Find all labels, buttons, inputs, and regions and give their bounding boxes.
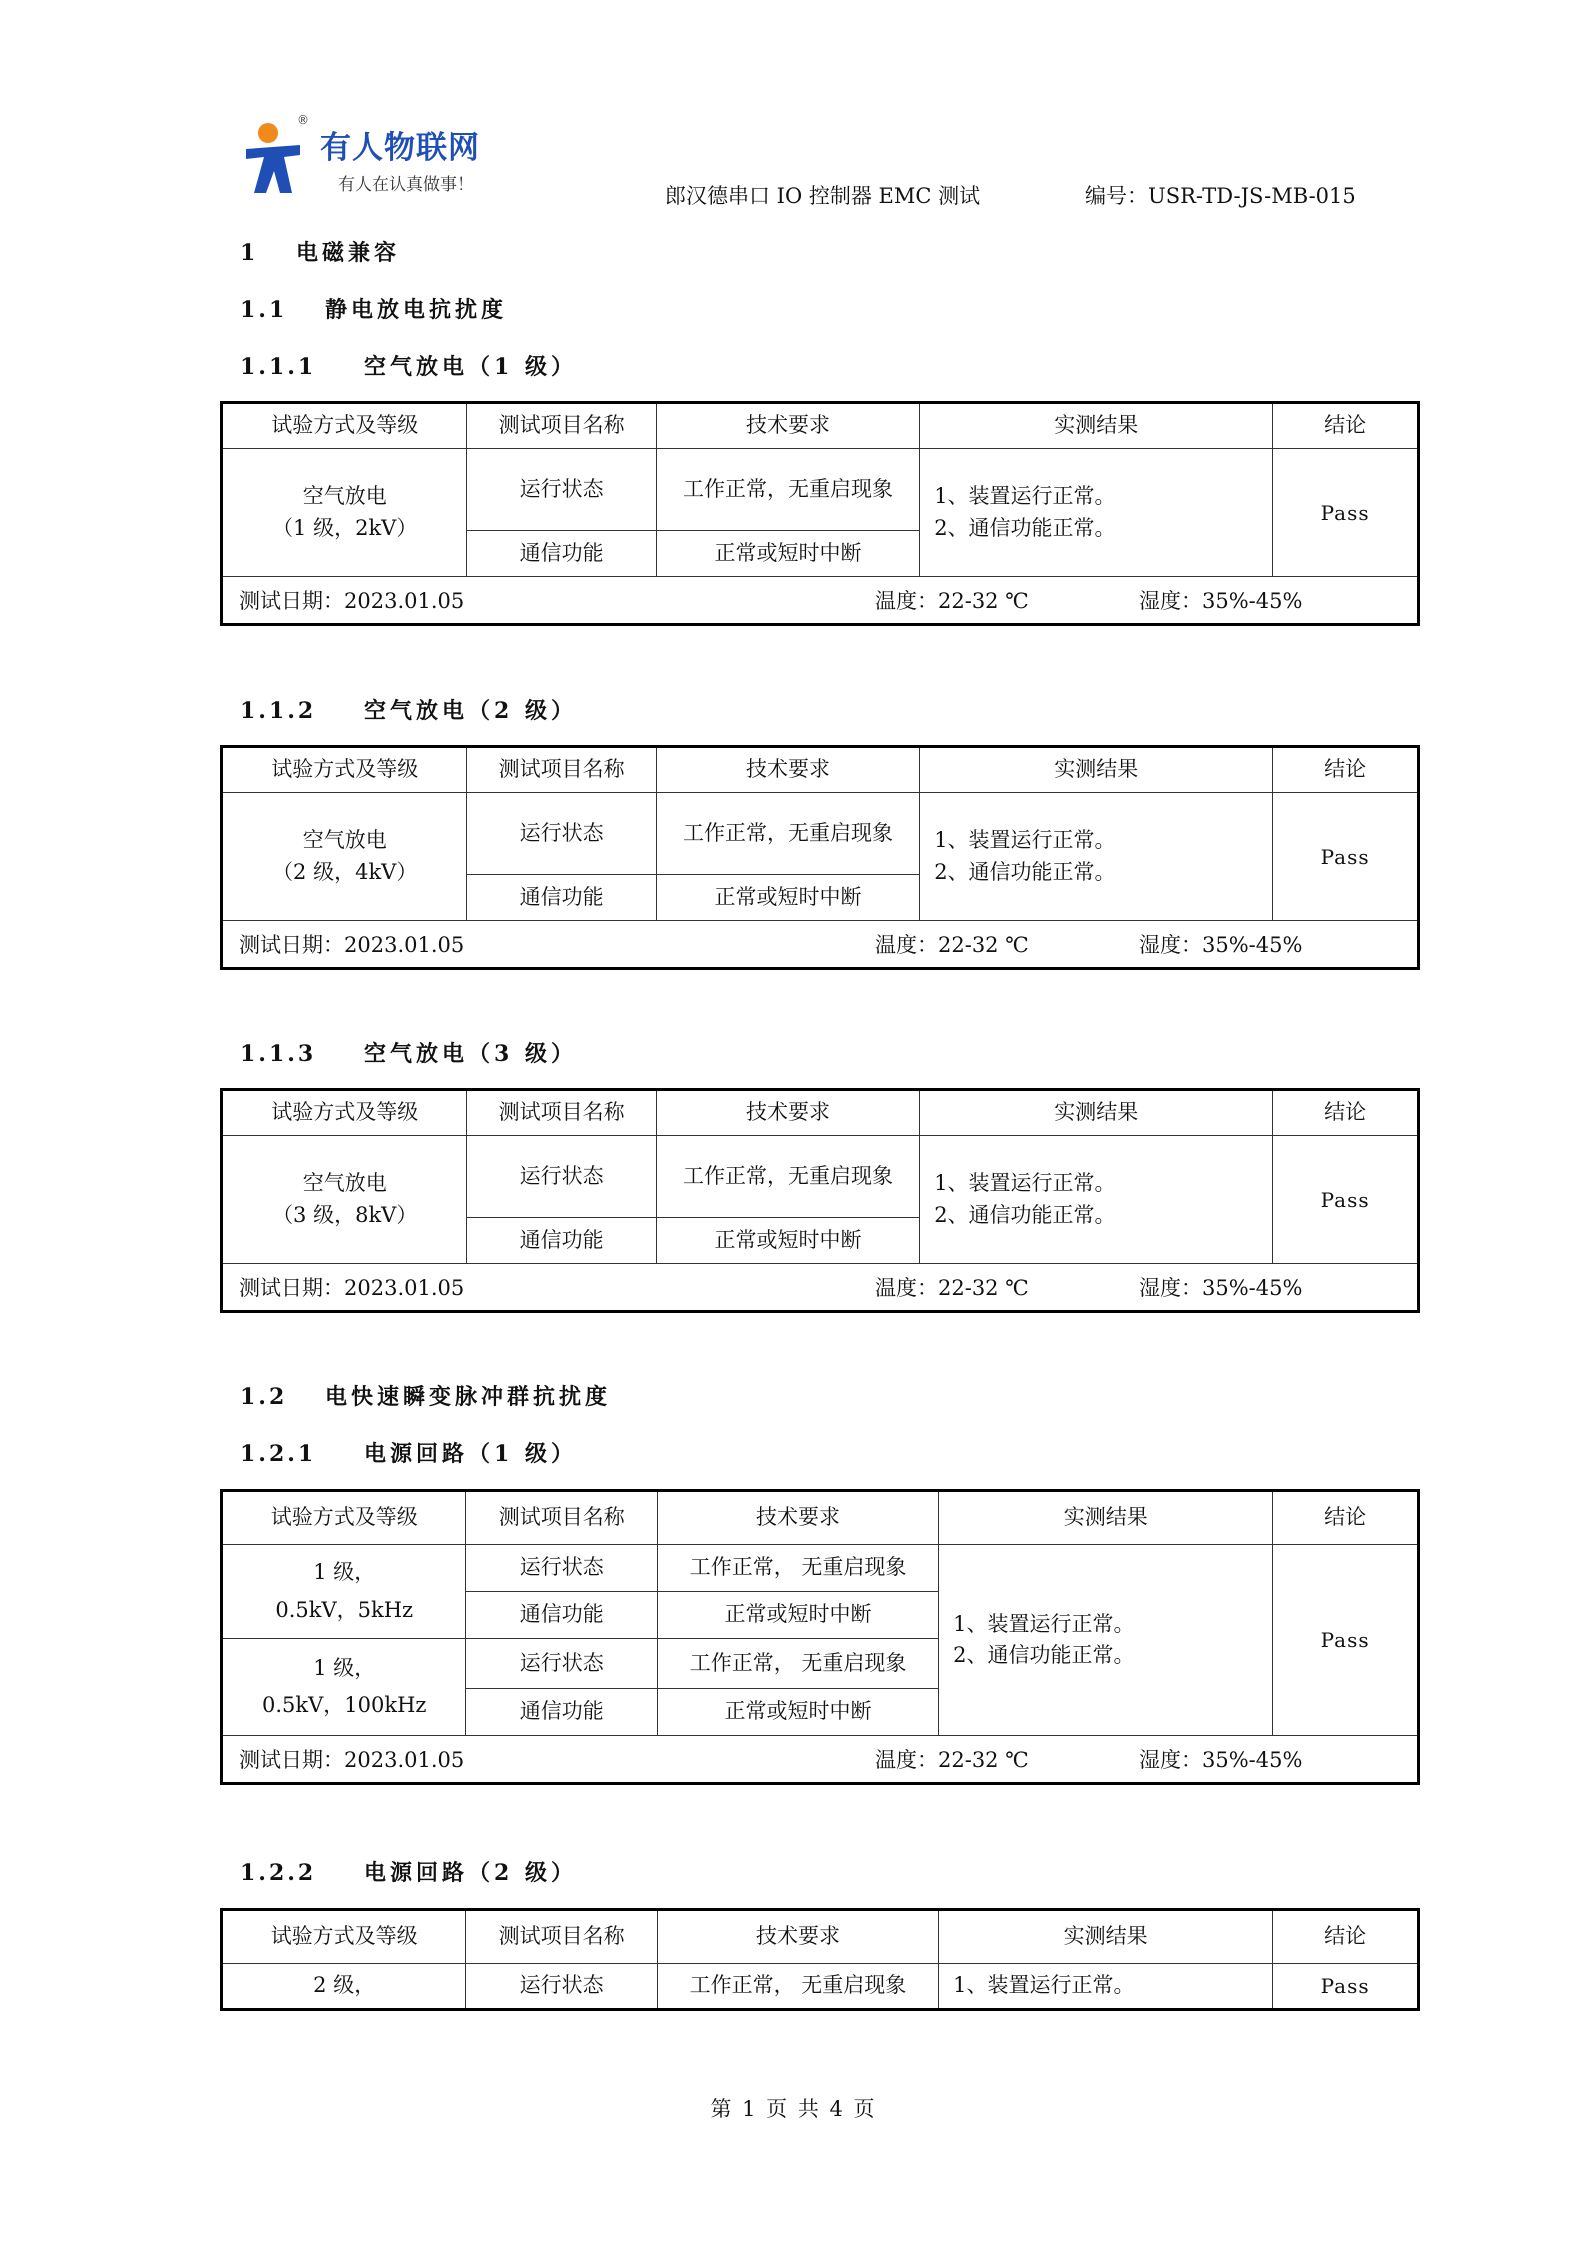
table-footer — [222, 1736, 1419, 1784]
item-comm: 通信功能 — [467, 875, 656, 921]
registered-mark: ® — [297, 113, 309, 127]
col-header-req: 技术要求 — [656, 747, 919, 793]
col-header-result: 实测结果 — [939, 1910, 1273, 1964]
col-header-method: 试验方式及等级 — [222, 747, 467, 793]
col-header-conclusion: 结论 — [1273, 1910, 1419, 1964]
conclusion-pass: Pass — [1273, 1545, 1419, 1736]
method-cell-100khz: 1 级， 0.5kV，100kHz — [222, 1639, 466, 1736]
req-run: 工作正常， 无重启现象 — [657, 1964, 938, 2010]
item-comm: 通信功能 — [466, 1689, 657, 1736]
col-header-req: 技术要求 — [656, 403, 919, 449]
col-header-req: 技术要求 — [657, 1491, 938, 1545]
item-run: 运行状态 — [467, 793, 656, 875]
table-footer — [222, 1264, 1419, 1312]
item-comm: 通信功能 — [467, 531, 656, 577]
method-cell: 空气放电 （1 级，2kV） — [222, 449, 467, 577]
heading-1-1: 1.1 静电放电抗扰度 — [240, 297, 508, 323]
result-cell: 1、装置运行正常。 2、通信功能正常。 — [920, 1136, 1273, 1264]
table-footer — [222, 921, 1419, 969]
col-header-result: 实测结果 — [939, 1491, 1273, 1545]
req-comm: 正常或短时中断 — [656, 531, 919, 577]
temperature: 温度：22-32 ℃ — [875, 933, 1029, 957]
col-header-method: 试验方式及等级 — [222, 1910, 466, 1964]
person-logo-icon — [240, 115, 330, 205]
result-cell: 1、装置运行正常。 2、通信功能正常。 — [939, 1545, 1273, 1736]
humidity: 湿度：35%-45% — [1139, 933, 1303, 957]
result-cell: 1、装置运行正常。 2、通信功能正常。 — [920, 793, 1273, 921]
document-title: 郎汉德串口 IO 控制器 EMC 测试 — [665, 184, 981, 208]
brand-name: 有人物联网 — [320, 130, 480, 166]
col-header-item: 测试项目名称 — [466, 1491, 657, 1545]
req-run: 工作正常，无重启现象 — [656, 1136, 919, 1218]
esd-air-level2-table — [220, 745, 1420, 970]
conclusion-pass: Pass — [1273, 1136, 1419, 1264]
test-date: 测试日期：2023.01.05 — [239, 1748, 465, 1772]
req-comm: 正常或短时中断 — [656, 875, 919, 921]
temperature: 温度：22-32 ℃ — [875, 1748, 1029, 1772]
eft-power-level1-table — [220, 1489, 1420, 1785]
method-cell: 2 级， — [222, 1964, 466, 2010]
heading-1: 1 电磁兼容 — [240, 240, 401, 266]
col-header-req: 技术要求 — [656, 1090, 919, 1136]
esd-air-level1-table — [220, 401, 1420, 626]
heading-1-1-2: 1.1.2 空气放电（2 级） — [240, 698, 577, 724]
eft-power-level2-table — [220, 1908, 1420, 2011]
brand-slogan: 有人在认真做事！ — [338, 175, 474, 195]
item-run: 运行状态 — [466, 1964, 657, 2010]
item-run: 运行状态 — [466, 1545, 657, 1592]
col-header-method: 试验方式及等级 — [222, 1090, 467, 1136]
col-header-item: 测试项目名称 — [466, 1910, 657, 1964]
page-footer: 第 1 页 共 4 页 — [710, 2097, 877, 2121]
humidity: 湿度：35%-45% — [1139, 589, 1303, 613]
document-number: 编号：USR-TD-JS-MB-015 — [1085, 184, 1356, 208]
req-comm: 正常或短时中断 — [656, 1218, 919, 1264]
item-comm: 通信功能 — [467, 1218, 656, 1264]
req-comm: 正常或短时中断 — [657, 1592, 938, 1639]
heading-1-1-3: 1.1.3 空气放电（3 级） — [240, 1041, 577, 1067]
item-run: 运行状态 — [467, 1136, 656, 1218]
result-cell: 1、装置运行正常。 — [939, 1964, 1273, 2010]
heading-1-2-1: 1.2.1 电源回路（1 级） — [240, 1441, 577, 1467]
col-header-item: 测试项目名称 — [467, 403, 656, 449]
conclusion-pass: Pass — [1273, 793, 1419, 921]
col-header-result: 实测结果 — [920, 1090, 1273, 1136]
col-header-method: 试验方式及等级 — [222, 1491, 466, 1545]
conclusion-pass: Pass — [1273, 1964, 1419, 2010]
col-header-conclusion: 结论 — [1273, 1491, 1419, 1545]
heading-1-1-1: 1.1.1 空气放电（1 级） — [240, 354, 577, 380]
item-run: 运行状态 — [467, 449, 656, 531]
req-comm: 正常或短时中断 — [657, 1689, 938, 1736]
esd-air-level3-table — [220, 1088, 1420, 1313]
col-header-result: 实测结果 — [920, 747, 1273, 793]
req-run: 工作正常， 无重启现象 — [657, 1639, 938, 1689]
method-cell: 空气放电 （3 级，8kV） — [222, 1136, 467, 1264]
col-header-conclusion: 结论 — [1273, 747, 1419, 793]
table-footer — [222, 577, 1419, 625]
method-cell: 空气放电 （2 级，4kV） — [222, 793, 467, 921]
col-header-req: 技术要求 — [657, 1910, 938, 1964]
method-cell-5khz: 1 级， 0.5kV，5kHz — [222, 1545, 466, 1639]
humidity: 湿度：35%-45% — [1139, 1276, 1303, 1300]
col-header-conclusion: 结论 — [1273, 1090, 1419, 1136]
test-date: 测试日期：2023.01.05 — [239, 1276, 465, 1300]
col-header-result: 实测结果 — [920, 403, 1273, 449]
item-run: 运行状态 — [466, 1639, 657, 1689]
conclusion-pass: Pass — [1273, 449, 1419, 577]
req-run: 工作正常， 无重启现象 — [657, 1545, 938, 1592]
col-header-item: 测试项目名称 — [467, 1090, 656, 1136]
heading-1-2-2: 1.2.2 电源回路（2 级） — [240, 1860, 577, 1886]
col-header-item: 测试项目名称 — [467, 747, 656, 793]
test-date: 测试日期：2023.01.05 — [239, 589, 465, 613]
req-run: 工作正常，无重启现象 — [656, 793, 919, 875]
col-header-conclusion: 结论 — [1273, 403, 1419, 449]
heading-1-2: 1.2 电快速瞬变脉冲群抗扰度 — [240, 1384, 612, 1410]
req-run: 工作正常，无重启现象 — [656, 449, 919, 531]
item-comm: 通信功能 — [466, 1592, 657, 1639]
temperature: 温度：22-32 ℃ — [875, 1276, 1029, 1300]
col-header-method: 试验方式及等级 — [222, 403, 467, 449]
humidity: 湿度：35%-45% — [1139, 1748, 1303, 1772]
test-date: 测试日期：2023.01.05 — [239, 933, 465, 957]
result-cell: 1、装置运行正常。 2、通信功能正常。 — [920, 449, 1273, 577]
temperature: 温度：22-32 ℃ — [875, 589, 1029, 613]
